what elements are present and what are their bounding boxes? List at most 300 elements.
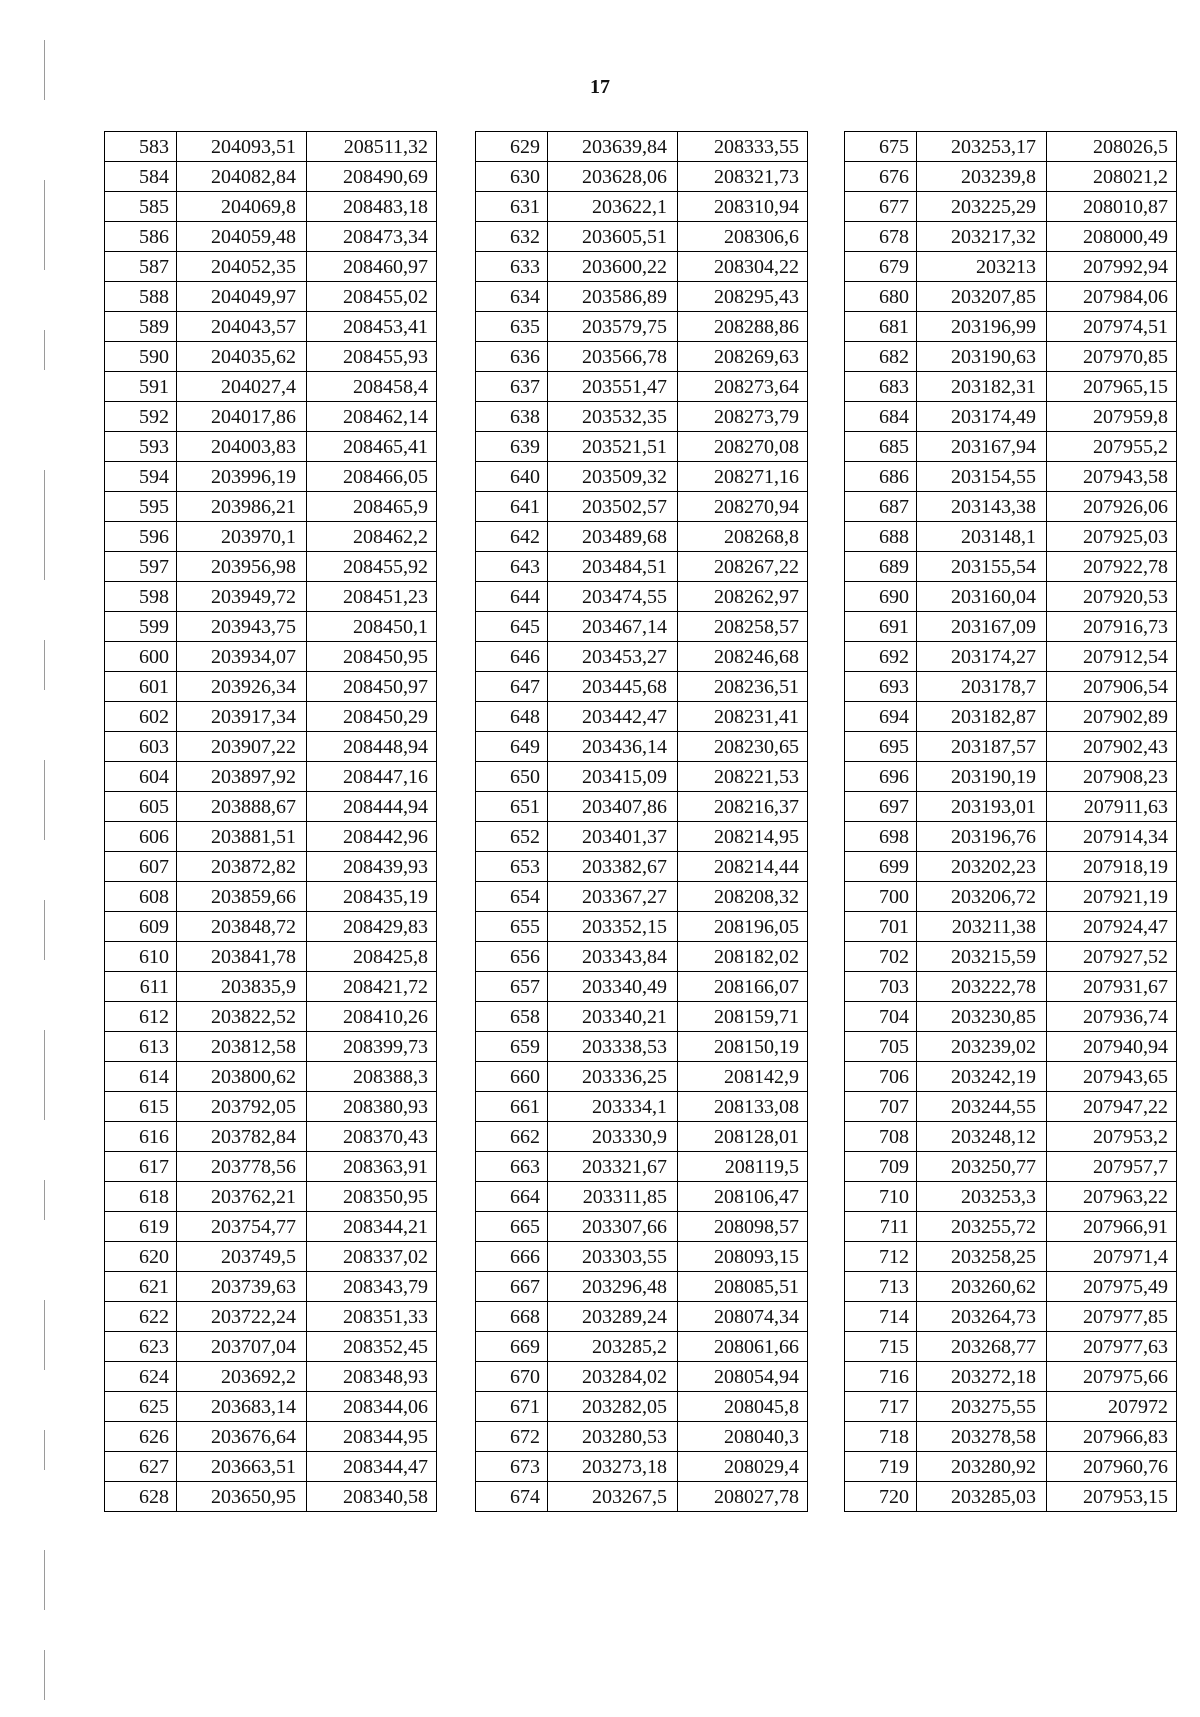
table-row: [105, 372, 437, 402]
y-coordinate-cell: 207916,73: [1047, 612, 1177, 642]
x-coordinate-cell: 203167,94: [917, 432, 1047, 462]
y-coordinate-cell: 208273,79: [678, 402, 808, 432]
table-row: [105, 642, 437, 672]
table-row: [845, 732, 1177, 762]
point-number-cell: 689: [845, 552, 917, 582]
table-row: [845, 402, 1177, 432]
table-row: [845, 942, 1177, 972]
table-row: [105, 1302, 437, 1332]
table-row: [845, 252, 1177, 282]
table-row: [105, 1392, 437, 1422]
x-coordinate-cell: 203280,92: [917, 1452, 1047, 1482]
y-coordinate-cell: 208061,66: [678, 1332, 808, 1362]
x-coordinate-cell: 203532,35: [548, 402, 678, 432]
x-coordinate-cell: 203285,2: [548, 1332, 678, 1362]
table-row: [476, 762, 808, 792]
point-number-cell: 593: [105, 432, 177, 462]
point-number-cell: 702: [845, 942, 917, 972]
table-row: [105, 1242, 437, 1272]
y-coordinate-cell: 207912,54: [1047, 642, 1177, 672]
point-number-cell: 645: [476, 612, 548, 642]
point-number-cell: 709: [845, 1152, 917, 1182]
x-coordinate-cell: 203907,22: [177, 732, 307, 762]
coordinates-table: [844, 131, 1177, 1512]
scan-edge-line: [44, 1650, 45, 1700]
y-coordinate-cell: 208462,14: [307, 402, 437, 432]
x-coordinate-cell: 203178,7: [917, 672, 1047, 702]
table-row: [845, 222, 1177, 252]
x-coordinate-cell: 204093,51: [177, 132, 307, 162]
x-coordinate-cell: 203336,25: [548, 1062, 678, 1092]
table-row: [845, 312, 1177, 342]
x-coordinate-cell: 204059,48: [177, 222, 307, 252]
y-coordinate-cell: 208085,51: [678, 1272, 808, 1302]
x-coordinate-cell: 203303,55: [548, 1242, 678, 1272]
point-number-cell: 687: [845, 492, 917, 522]
table-row: [476, 642, 808, 672]
point-number-cell: 696: [845, 762, 917, 792]
x-coordinate-cell: 203268,77: [917, 1332, 1047, 1362]
point-number-cell: 638: [476, 402, 548, 432]
point-number-cell: 720: [845, 1482, 917, 1512]
y-coordinate-cell: 208370,43: [307, 1122, 437, 1152]
table-row: [105, 462, 437, 492]
y-coordinate-cell: 207975,66: [1047, 1362, 1177, 1392]
x-coordinate-cell: 203296,48: [548, 1272, 678, 1302]
x-coordinate-cell: 203253,3: [917, 1182, 1047, 1212]
point-number-cell: 711: [845, 1212, 917, 1242]
y-coordinate-cell: 208333,55: [678, 132, 808, 162]
point-number-cell: 640: [476, 462, 548, 492]
table-row: [105, 852, 437, 882]
point-number-cell: 590: [105, 342, 177, 372]
y-coordinate-cell: 208166,07: [678, 972, 808, 1002]
table-row: [105, 132, 437, 162]
y-coordinate-cell: 208458,4: [307, 372, 437, 402]
y-coordinate-cell: 208425,8: [307, 942, 437, 972]
point-number-cell: 642: [476, 522, 548, 552]
table-row: [476, 162, 808, 192]
table-row: [476, 972, 808, 1002]
y-coordinate-cell: 208340,58: [307, 1482, 437, 1512]
x-coordinate-cell: 203484,51: [548, 552, 678, 582]
point-number-cell: 622: [105, 1302, 177, 1332]
point-number-cell: 708: [845, 1122, 917, 1152]
x-coordinate-cell: 203343,84: [548, 942, 678, 972]
point-number-cell: 661: [476, 1092, 548, 1122]
y-coordinate-cell: 207918,19: [1047, 852, 1177, 882]
x-coordinate-cell: 203676,64: [177, 1422, 307, 1452]
x-coordinate-cell: 203442,47: [548, 702, 678, 732]
x-coordinate-cell: 203267,5: [548, 1482, 678, 1512]
table-row: [845, 1362, 1177, 1392]
x-coordinate-cell: 203239,02: [917, 1032, 1047, 1062]
table-row: [105, 612, 437, 642]
table-row: [105, 1332, 437, 1362]
y-coordinate-cell: 207972: [1047, 1392, 1177, 1422]
point-number-cell: 697: [845, 792, 917, 822]
table-row: [476, 1422, 808, 1452]
table-row: [845, 1422, 1177, 1452]
y-coordinate-cell: 207943,65: [1047, 1062, 1177, 1092]
point-number-cell: 602: [105, 702, 177, 732]
y-coordinate-cell: 207960,76: [1047, 1452, 1177, 1482]
point-number-cell: 587: [105, 252, 177, 282]
x-coordinate-cell: 203289,24: [548, 1302, 678, 1332]
x-coordinate-cell: 203143,38: [917, 492, 1047, 522]
y-coordinate-cell: 208214,95: [678, 822, 808, 852]
x-coordinate-cell: 203986,21: [177, 492, 307, 522]
x-coordinate-cell: 203762,21: [177, 1182, 307, 1212]
point-number-cell: 596: [105, 522, 177, 552]
y-coordinate-cell: 208455,93: [307, 342, 437, 372]
y-coordinate-cell: 208074,34: [678, 1302, 808, 1332]
x-coordinate-cell: 203174,49: [917, 402, 1047, 432]
point-number-cell: 685: [845, 432, 917, 462]
y-coordinate-cell: 208460,97: [307, 252, 437, 282]
point-number-cell: 641: [476, 492, 548, 522]
x-coordinate-cell: 203182,87: [917, 702, 1047, 732]
x-coordinate-cell: 203521,51: [548, 432, 678, 462]
x-coordinate-cell: 203273,18: [548, 1452, 678, 1482]
y-coordinate-cell: 208466,05: [307, 462, 437, 492]
table-row: [476, 462, 808, 492]
scan-edge-line: [44, 1300, 45, 1370]
x-coordinate-cell: 203453,27: [548, 642, 678, 672]
y-coordinate-cell: 208490,69: [307, 162, 437, 192]
table-row: [845, 282, 1177, 312]
point-number-cell: 662: [476, 1122, 548, 1152]
point-number-cell: 693: [845, 672, 917, 702]
x-coordinate-cell: 203272,18: [917, 1362, 1047, 1392]
x-coordinate-cell: 203258,25: [917, 1242, 1047, 1272]
table-row: [476, 192, 808, 222]
x-coordinate-cell: 203407,86: [548, 792, 678, 822]
y-coordinate-cell: 208142,9: [678, 1062, 808, 1092]
table-row: [105, 1422, 437, 1452]
point-number-cell: 615: [105, 1092, 177, 1122]
y-coordinate-cell: 208045,8: [678, 1392, 808, 1422]
point-number-cell: 713: [845, 1272, 917, 1302]
y-coordinate-cell: 208216,37: [678, 792, 808, 822]
x-coordinate-cell: 203722,24: [177, 1302, 307, 1332]
y-coordinate-cell: 208310,94: [678, 192, 808, 222]
table-row: [845, 1122, 1177, 1152]
x-coordinate-cell: 203160,04: [917, 582, 1047, 612]
x-coordinate-cell: 203822,52: [177, 1002, 307, 1032]
point-number-cell: 613: [105, 1032, 177, 1062]
x-coordinate-cell: 203250,77: [917, 1152, 1047, 1182]
table-row: [105, 492, 437, 522]
scan-edge-line: [44, 470, 45, 580]
table-row: [105, 402, 437, 432]
y-coordinate-cell: 208511,32: [307, 132, 437, 162]
point-number-cell: 609: [105, 912, 177, 942]
y-coordinate-cell: 208027,78: [678, 1482, 808, 1512]
point-number-cell: 673: [476, 1452, 548, 1482]
y-coordinate-cell: 208429,83: [307, 912, 437, 942]
point-number-cell: 639: [476, 432, 548, 462]
x-coordinate-cell: 203943,75: [177, 612, 307, 642]
point-number-cell: 670: [476, 1362, 548, 1392]
point-number-cell: 656: [476, 942, 548, 972]
table-row: [476, 582, 808, 612]
y-coordinate-cell: 208448,94: [307, 732, 437, 762]
point-number-cell: 588: [105, 282, 177, 312]
point-number-cell: 648: [476, 702, 548, 732]
y-coordinate-cell: 208306,6: [678, 222, 808, 252]
point-number-cell: 610: [105, 942, 177, 972]
point-number-cell: 706: [845, 1062, 917, 1092]
y-coordinate-cell: 207902,89: [1047, 702, 1177, 732]
y-coordinate-cell: 208262,97: [678, 582, 808, 612]
x-coordinate-cell: 203551,47: [548, 372, 678, 402]
table-row: [476, 372, 808, 402]
y-coordinate-cell: 208321,73: [678, 162, 808, 192]
point-number-cell: 647: [476, 672, 548, 702]
point-number-cell: 637: [476, 372, 548, 402]
x-coordinate-cell: 203835,9: [177, 972, 307, 1002]
table-row: [845, 1272, 1177, 1302]
y-coordinate-cell: 208000,49: [1047, 222, 1177, 252]
point-number-cell: 650: [476, 762, 548, 792]
x-coordinate-cell: 203207,85: [917, 282, 1047, 312]
table-row: [476, 672, 808, 702]
y-coordinate-cell: 207947,22: [1047, 1092, 1177, 1122]
table-row: [105, 252, 437, 282]
point-number-cell: 630: [476, 162, 548, 192]
table-row: [845, 1332, 1177, 1362]
point-number-cell: 616: [105, 1122, 177, 1152]
point-number-cell: 601: [105, 672, 177, 702]
table-row: [845, 552, 1177, 582]
table-row: [476, 312, 808, 342]
table-row: [845, 342, 1177, 372]
y-coordinate-cell: 207977,85: [1047, 1302, 1177, 1332]
scan-edge-line: [44, 640, 45, 690]
point-number-cell: 672: [476, 1422, 548, 1452]
x-coordinate-cell: 203754,77: [177, 1212, 307, 1242]
x-coordinate-cell: 203639,84: [548, 132, 678, 162]
point-number-cell: 628: [105, 1482, 177, 1512]
y-coordinate-cell: 208380,93: [307, 1092, 437, 1122]
x-coordinate-cell: 203213: [917, 252, 1047, 282]
x-coordinate-cell: 203196,76: [917, 822, 1047, 852]
y-coordinate-cell: 207931,67: [1047, 972, 1177, 1002]
point-number-cell: 621: [105, 1272, 177, 1302]
x-coordinate-cell: 203206,72: [917, 882, 1047, 912]
point-number-cell: 643: [476, 552, 548, 582]
point-number-cell: 629: [476, 132, 548, 162]
point-number-cell: 664: [476, 1182, 548, 1212]
x-coordinate-cell: 203848,72: [177, 912, 307, 942]
point-number-cell: 684: [845, 402, 917, 432]
point-number-cell: 619: [105, 1212, 177, 1242]
point-number-cell: 663: [476, 1152, 548, 1182]
table-row: [105, 1002, 437, 1032]
table-row: [476, 612, 808, 642]
y-coordinate-cell: 208021,2: [1047, 162, 1177, 192]
point-number-cell: 694: [845, 702, 917, 732]
x-coordinate-cell: 203242,19: [917, 1062, 1047, 1092]
x-coordinate-cell: 203436,14: [548, 732, 678, 762]
coordinates-table: [475, 131, 808, 1512]
table-row: [845, 882, 1177, 912]
x-coordinate-cell: 203190,63: [917, 342, 1047, 372]
point-number-cell: 716: [845, 1362, 917, 1392]
x-coordinate-cell: 203949,72: [177, 582, 307, 612]
y-coordinate-cell: 208435,19: [307, 882, 437, 912]
y-coordinate-cell: 207974,51: [1047, 312, 1177, 342]
scan-edge-line: [44, 180, 45, 270]
x-coordinate-cell: 203215,59: [917, 942, 1047, 972]
table-row: [476, 732, 808, 762]
y-coordinate-cell: 207984,06: [1047, 282, 1177, 312]
y-coordinate-cell: 208465,41: [307, 432, 437, 462]
x-coordinate-cell: 203340,49: [548, 972, 678, 1002]
x-coordinate-cell: 203182,31: [917, 372, 1047, 402]
table-row: [845, 1482, 1177, 1512]
table-row: [476, 402, 808, 432]
point-number-cell: 683: [845, 372, 917, 402]
table-row: [845, 1242, 1177, 1272]
x-coordinate-cell: 203792,05: [177, 1092, 307, 1122]
table-row: [845, 792, 1177, 822]
point-number-cell: 594: [105, 462, 177, 492]
coordinates-table: [104, 131, 437, 1512]
point-number-cell: 625: [105, 1392, 177, 1422]
scan-edge-line: [44, 330, 45, 370]
table-row: [476, 132, 808, 162]
y-coordinate-cell: 208270,08: [678, 432, 808, 462]
x-coordinate-cell: 203239,8: [917, 162, 1047, 192]
point-number-cell: 603: [105, 732, 177, 762]
y-coordinate-cell: 208236,51: [678, 672, 808, 702]
point-number-cell: 604: [105, 762, 177, 792]
point-number-cell: 679: [845, 252, 917, 282]
y-coordinate-cell: 207902,43: [1047, 732, 1177, 762]
x-coordinate-cell: 203248,12: [917, 1122, 1047, 1152]
x-coordinate-cell: 203692,2: [177, 1362, 307, 1392]
point-number-cell: 691: [845, 612, 917, 642]
table-row: [476, 882, 808, 912]
point-number-cell: 646: [476, 642, 548, 672]
y-coordinate-cell: 207977,63: [1047, 1332, 1177, 1362]
x-coordinate-cell: 203917,34: [177, 702, 307, 732]
point-number-cell: 634: [476, 282, 548, 312]
x-coordinate-cell: 204082,84: [177, 162, 307, 192]
point-number-cell: 595: [105, 492, 177, 522]
point-number-cell: 703: [845, 972, 917, 1002]
x-coordinate-cell: 203260,62: [917, 1272, 1047, 1302]
point-number-cell: 600: [105, 642, 177, 672]
table-row: [105, 1272, 437, 1302]
table-row: [476, 1332, 808, 1362]
point-number-cell: 636: [476, 342, 548, 372]
point-number-cell: 678: [845, 222, 917, 252]
table-row: [105, 672, 437, 702]
table-row: [845, 432, 1177, 462]
table-row: [845, 1032, 1177, 1062]
x-coordinate-cell: 204003,83: [177, 432, 307, 462]
y-coordinate-cell: 208295,43: [678, 282, 808, 312]
y-coordinate-cell: 208473,34: [307, 222, 437, 252]
point-number-cell: 623: [105, 1332, 177, 1362]
scan-edge-line: [44, 1180, 45, 1220]
table-row: [845, 372, 1177, 402]
table-row: [105, 162, 437, 192]
point-number-cell: 676: [845, 162, 917, 192]
x-coordinate-cell: 203926,34: [177, 672, 307, 702]
x-coordinate-cell: 203155,54: [917, 552, 1047, 582]
table-row: [845, 612, 1177, 642]
y-coordinate-cell: 208267,22: [678, 552, 808, 582]
y-coordinate-cell: 207911,63: [1047, 792, 1177, 822]
x-coordinate-cell: 203154,55: [917, 462, 1047, 492]
table-row: [845, 522, 1177, 552]
point-number-cell: 599: [105, 612, 177, 642]
y-coordinate-cell: 208451,23: [307, 582, 437, 612]
x-coordinate-cell: 203605,51: [548, 222, 678, 252]
point-number-cell: 718: [845, 1422, 917, 1452]
x-coordinate-cell: 203401,37: [548, 822, 678, 852]
point-number-cell: 719: [845, 1452, 917, 1482]
x-coordinate-cell: 203148,1: [917, 522, 1047, 552]
table-row: [105, 912, 437, 942]
y-coordinate-cell: 208221,53: [678, 762, 808, 792]
x-coordinate-cell: 203275,55: [917, 1392, 1047, 1422]
y-coordinate-cell: 207914,34: [1047, 822, 1177, 852]
x-coordinate-cell: 203800,62: [177, 1062, 307, 1092]
table-row: [845, 1062, 1177, 1092]
x-coordinate-cell: 203196,99: [917, 312, 1047, 342]
y-coordinate-cell: 208054,94: [678, 1362, 808, 1392]
x-coordinate-cell: 203707,04: [177, 1332, 307, 1362]
table-row: [845, 462, 1177, 492]
point-number-cell: 714: [845, 1302, 917, 1332]
y-coordinate-cell: 208133,08: [678, 1092, 808, 1122]
y-coordinate-cell: 208159,71: [678, 1002, 808, 1032]
x-coordinate-cell: 203509,32: [548, 462, 678, 492]
point-number-cell: 598: [105, 582, 177, 612]
y-coordinate-cell: 208455,92: [307, 552, 437, 582]
y-coordinate-cell: 208344,47: [307, 1452, 437, 1482]
y-coordinate-cell: 208450,1: [307, 612, 437, 642]
x-coordinate-cell: 203467,14: [548, 612, 678, 642]
table-row: [105, 432, 437, 462]
point-number-cell: 652: [476, 822, 548, 852]
point-number-cell: 659: [476, 1032, 548, 1062]
y-coordinate-cell: 207924,47: [1047, 912, 1177, 942]
x-coordinate-cell: 203934,07: [177, 642, 307, 672]
table-row: [476, 792, 808, 822]
y-coordinate-cell: 208106,47: [678, 1182, 808, 1212]
y-coordinate-cell: 208029,4: [678, 1452, 808, 1482]
table-row: [105, 1152, 437, 1182]
y-coordinate-cell: 207965,15: [1047, 372, 1177, 402]
y-coordinate-cell: 207955,2: [1047, 432, 1177, 462]
point-number-cell: 583: [105, 132, 177, 162]
table-row: [105, 942, 437, 972]
point-number-cell: 705: [845, 1032, 917, 1062]
x-coordinate-cell: 203489,68: [548, 522, 678, 552]
table-row: [845, 822, 1177, 852]
x-coordinate-cell: 203340,21: [548, 1002, 678, 1032]
table-row: [845, 1092, 1177, 1122]
point-number-cell: 665: [476, 1212, 548, 1242]
y-coordinate-cell: 207921,19: [1047, 882, 1177, 912]
y-coordinate-cell: 208231,41: [678, 702, 808, 732]
